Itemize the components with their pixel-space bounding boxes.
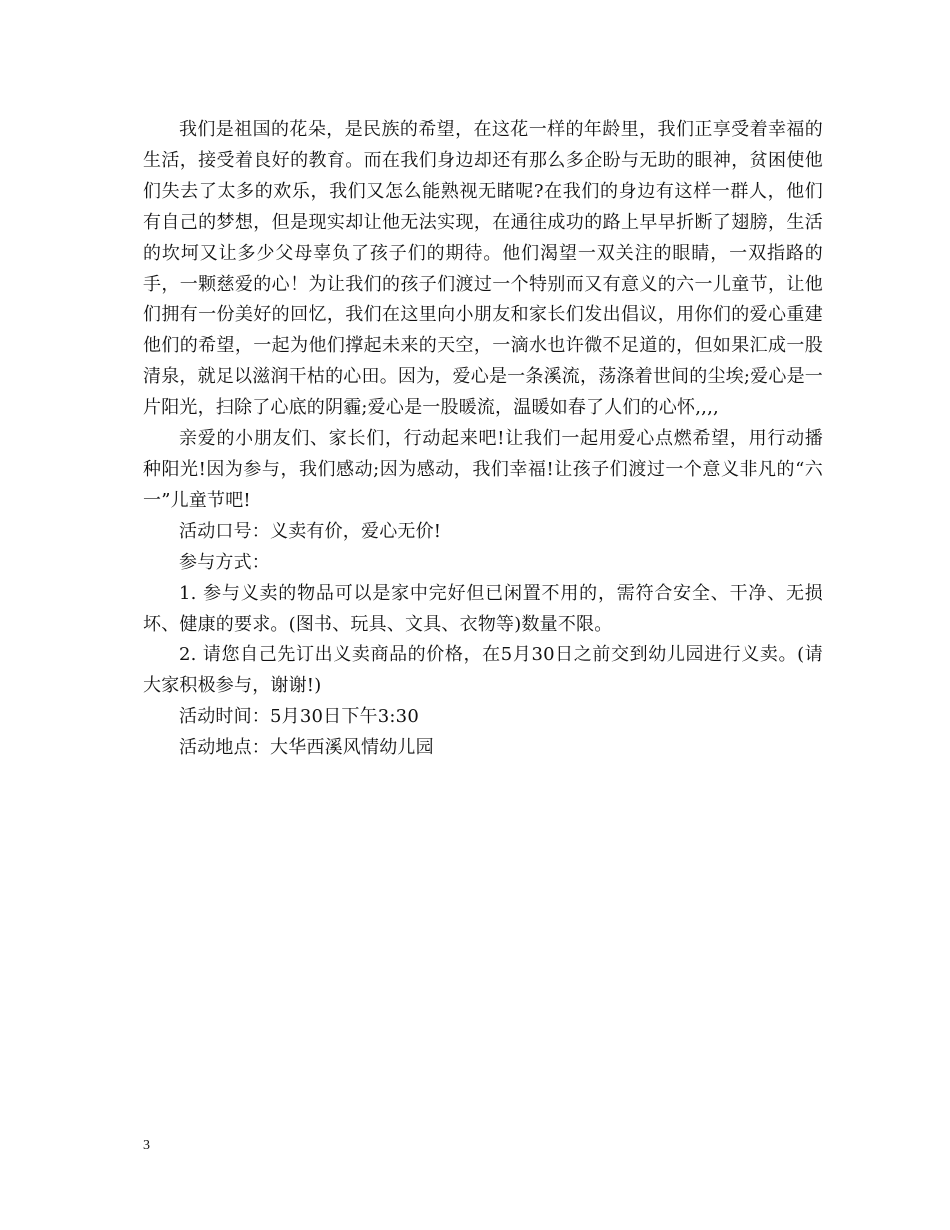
paragraph-appeal: 我们是祖国的花朵，是民族的希望，在这花一样的年龄里，我们正享受着幸福的生活，接受着良好的教育。而在我们身边却还有那么多企盼与无助的眼神，贫困使他们失去了太多的欢乐，我们又怎么能熟视无睹呢?在我们的身边有这样一群人，他们有自己的梦想，但是现实却让他无法实现，在通往成功的路上早早折断了翅膀，生活的坎坷又让多少父母辜负了孩子们的期待。他们渴望一双关注的眼睛，一双指路的手，一颗慈爱的心！为让我们的孩子们渡过一个特别而又有意义的六一儿童节，让他们拥有一份美好的回忆，我们在这里向小朋友和家长们发出倡议，用你们的爱心重建他们的希望，一起为他们撑起未来的天空，一滴水也许微不足道的，但如果汇成一股清泉，就足以滋润干枯的心田。因为，爱心是一条溪流，荡涤着世间的尘埃;爱心是一片阳光，扫除了心底的阴霾;爱心是一股暖流，温暖如春了人们的心怀,,,, (143, 119, 823, 419)
participation-heading: 参与方式： (179, 551, 270, 573)
page-number: 3 (143, 1138, 150, 1153)
activity-slogan: 活动口号：义卖有价，爱心无价! (179, 520, 442, 542)
participation-item-2: 2. 请您自己先订出义卖商品的价格，在5月30日之前交到幼儿园进行义卖。(请大家积极参与，谢谢!) (143, 644, 823, 697)
activity-time: 活动时间：5月30日下午3:30 (179, 706, 419, 728)
activity-location: 活动地点：大华西溪风情幼儿园 (179, 737, 434, 759)
document-body (143, 115, 823, 764)
paragraph-call-to-action: 亲爱的小朋友们、家长们，行动起来吧!让我们一起用爱心点燃希望，用行动播种阳光!因为参与，我们感动;因为感动，我们幸福!让孩子们渡过一个意义非凡的“六一”儿童节吧! (143, 428, 823, 511)
participation-item-1: 1. 参与义卖的物品可以是家中完好但已闲置不用的，需符合安全、干净、无损坏、健康的要求。(图书、玩具、文具、衣物等)数量不限。 (143, 582, 823, 635)
